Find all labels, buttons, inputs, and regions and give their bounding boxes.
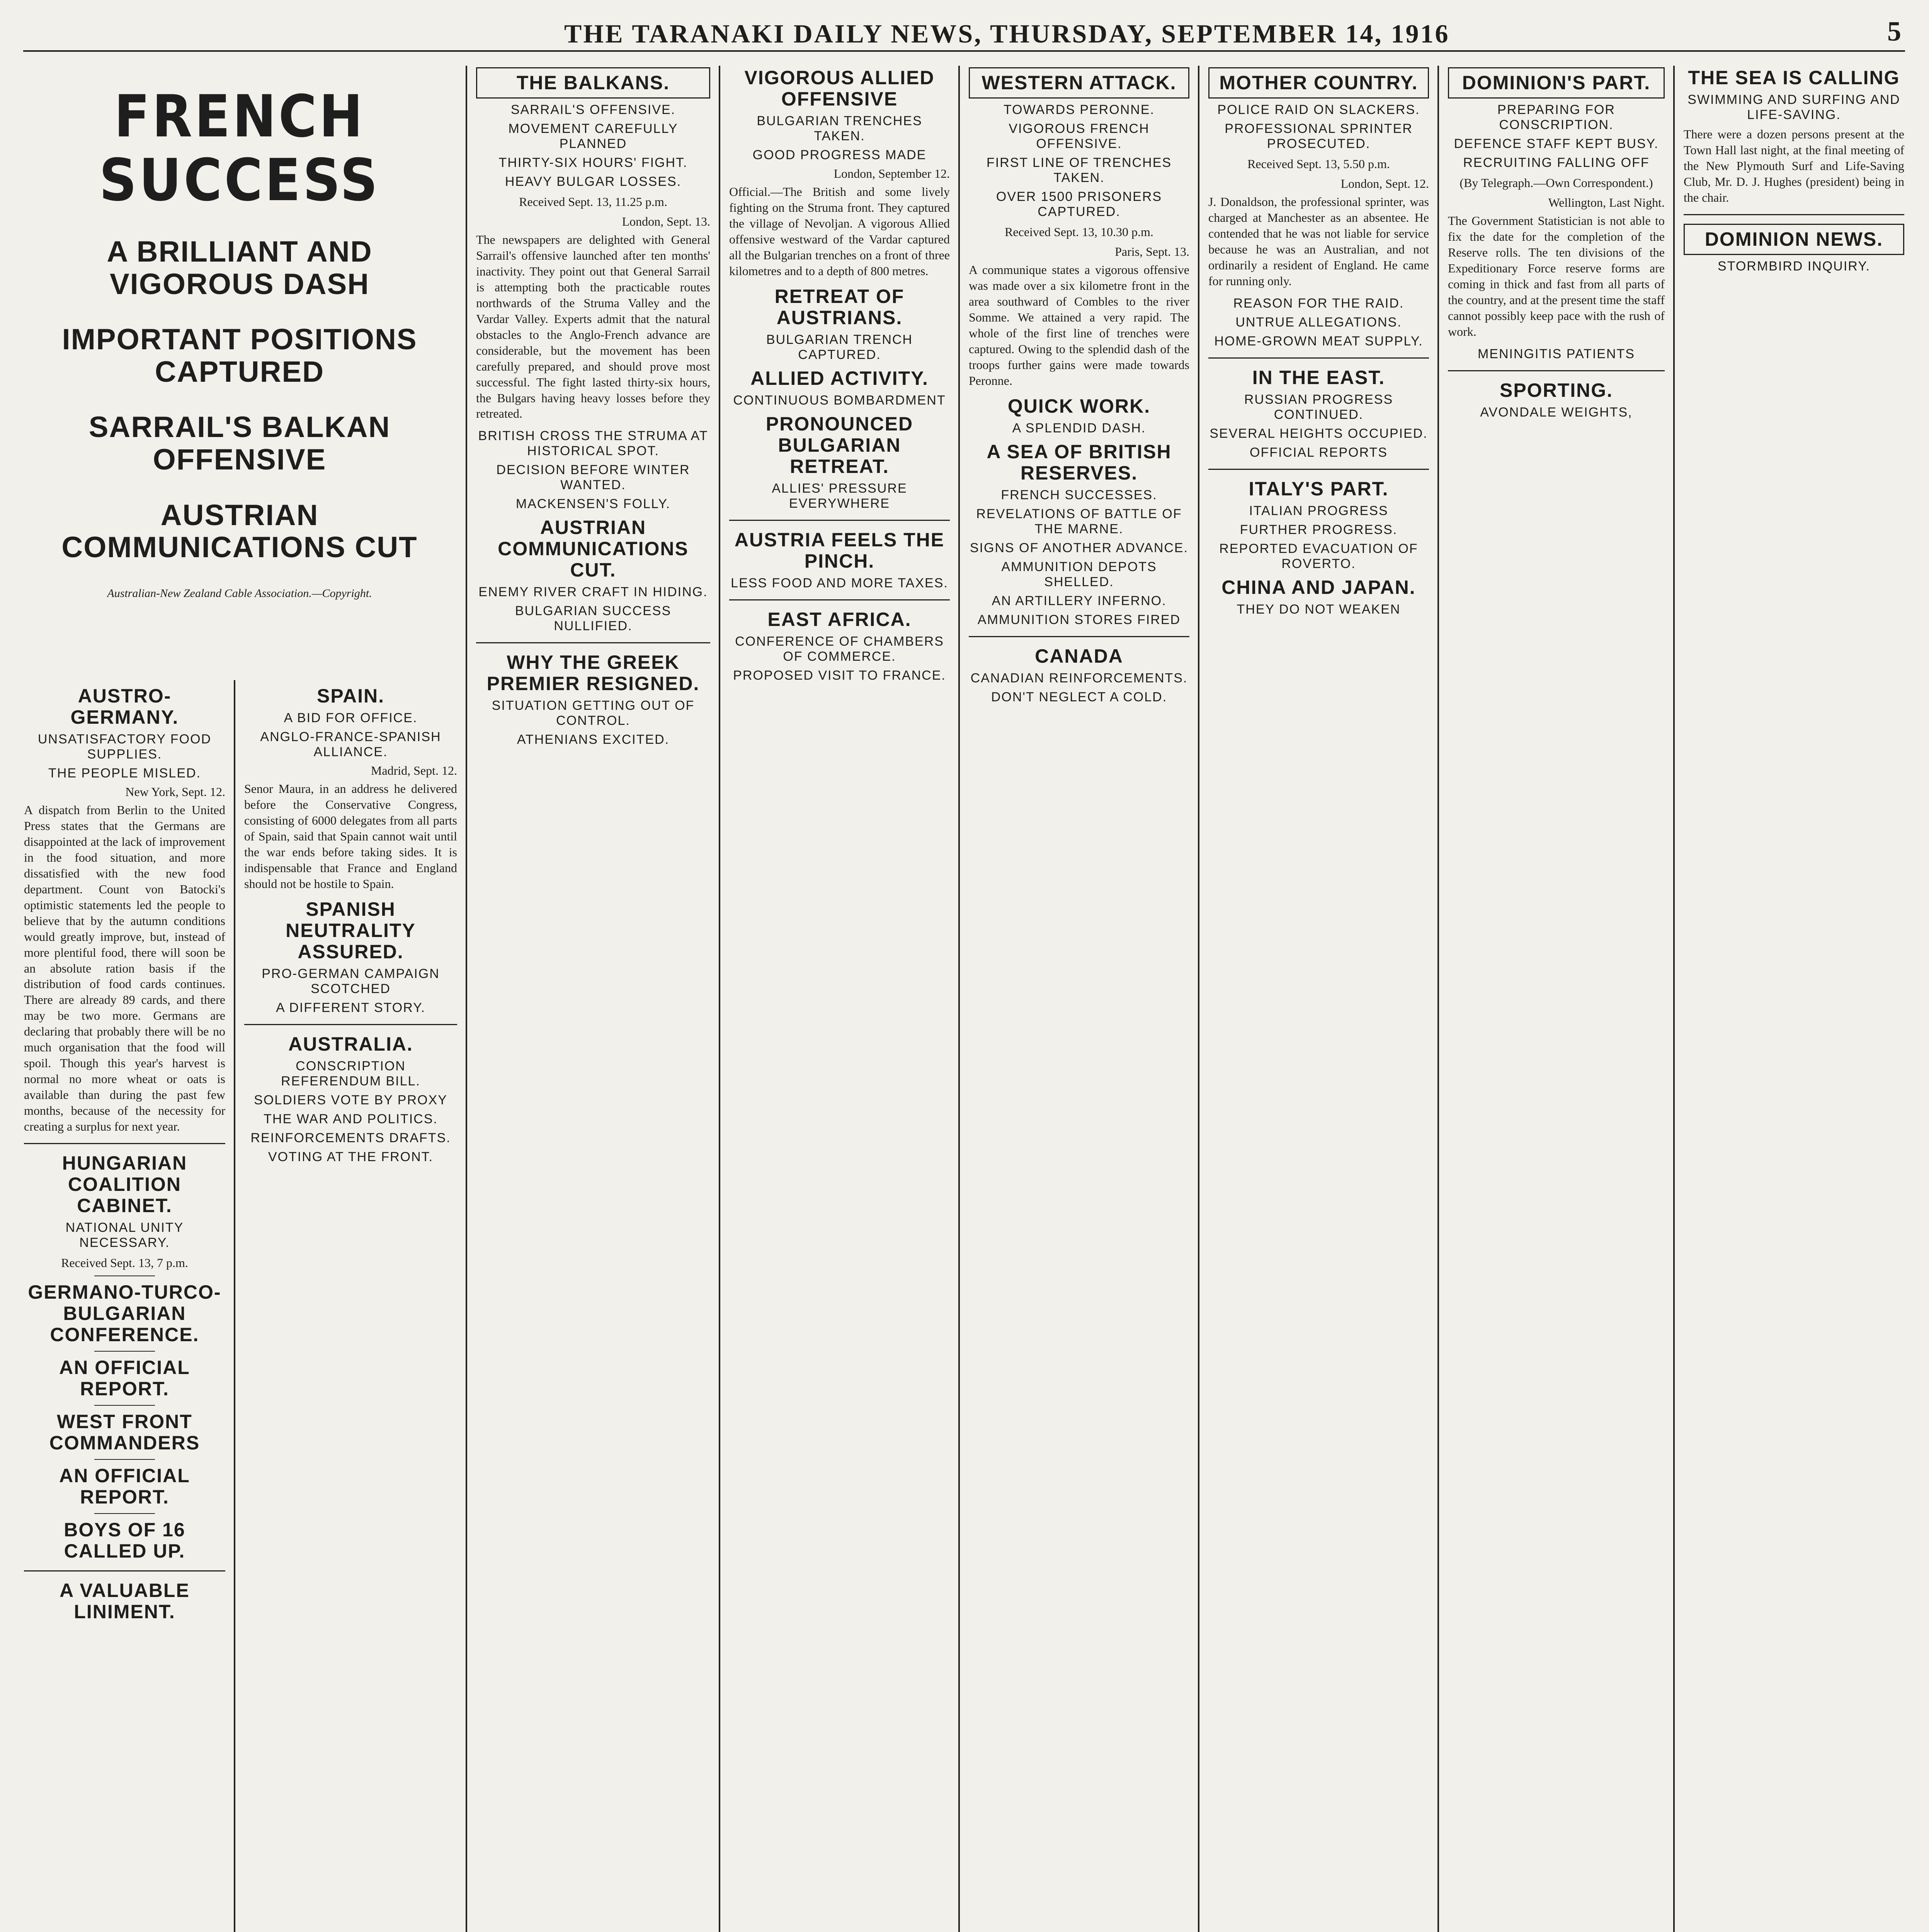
section-head: DOMINION'S PART. xyxy=(1448,67,1665,99)
section-head: THE BALKANS. xyxy=(476,67,710,99)
section-head: EAST AFRICA. xyxy=(767,608,912,630)
section-sub: POLICE RAID ON SLACKERS. xyxy=(1217,102,1420,117)
section-head: AUSTRO-GERMANY. xyxy=(70,685,179,728)
section-sub: ATHENIANS EXCITED. xyxy=(517,732,670,747)
divider xyxy=(94,1351,155,1352)
section-head: WEST FRONT COMMANDERS xyxy=(49,1411,200,1454)
divider xyxy=(729,599,950,600)
dateline: Wellington, Last Night. xyxy=(1548,196,1665,209)
section-head: ITALY'S PART. xyxy=(1249,478,1389,500)
section-head: THE SEA IS CALLING xyxy=(1688,67,1900,88)
section-head: AUSTRALIA. xyxy=(288,1033,413,1055)
section-sub: MENINGITIS PATIENTS xyxy=(1478,346,1635,361)
column-dominions-part xyxy=(1439,62,1673,1932)
section-head: MOTHER COUNTRY. xyxy=(1208,67,1429,99)
divider xyxy=(244,1024,457,1025)
column-spain xyxy=(236,680,466,1932)
section-sub: OVER 1500 PRISONERS CAPTURED. xyxy=(996,189,1162,219)
column-rule xyxy=(466,66,467,1932)
section-sub: AMMUNITION DEPOTS SHELLED. xyxy=(1001,559,1157,589)
section-sub: DECISION BEFORE WINTER WANTED. xyxy=(496,463,690,493)
section-sub: FURTHER PROGRESS. xyxy=(1240,522,1398,537)
divider xyxy=(24,1143,225,1144)
received-line: Received Sept. 13, 10.30 p.m. xyxy=(1005,225,1153,239)
section-head: SPORTING. xyxy=(1499,379,1613,401)
column-rule xyxy=(1673,66,1675,1932)
section-head: A VALUABLE LINIMENT. xyxy=(60,1580,190,1623)
section-head: AN OFFICIAL REPORT. xyxy=(59,1465,190,1508)
section-sub: MOVEMENT CAREFULLY PLANNED xyxy=(508,121,678,151)
divider xyxy=(1208,357,1429,359)
section-head: CANADA xyxy=(1035,645,1123,667)
column-rule xyxy=(1198,66,1199,1932)
article-body: The newspapers are delighted with General Sarrail's offensive launched after ten months' inactivity. They point out that General Sarrail is attempting both the practicable routes northwards of the Struma Valley and the Vardar Valley. Experts admit that the natural obstacles to the Anglo-French advance are considerable, but the movement has been carefully prepared, and should prove most successful. The fight lasted thirty-six hours, the Bulgars having heavy losses before they retreated. xyxy=(476,233,710,421)
section-sub: UNTRUE ALLEGATIONS. xyxy=(1235,315,1402,330)
section-sub: REPORTED EVACUATION OF ROVERTO. xyxy=(1219,541,1418,571)
section-sub: REINFORCEMENTS DRAFTS. xyxy=(250,1130,451,1145)
section-sub: CONTINUOUS BOMBARDMENT xyxy=(733,393,946,408)
divider xyxy=(729,520,950,521)
section-sub: PREPARING FOR CONSCRIPTION. xyxy=(1497,102,1615,132)
divider xyxy=(94,1513,155,1514)
deck-2: IMPORTANT POSITIONS CAPTURED xyxy=(62,323,417,388)
column-rule xyxy=(719,66,720,1932)
column-sea-is-calling xyxy=(1675,62,1913,1932)
column-rule xyxy=(958,66,960,1932)
column-rule xyxy=(1437,66,1439,1932)
section-sub: DEFENCE STAFF KEPT BUSY. xyxy=(1454,136,1659,151)
column-balkans xyxy=(468,62,719,1932)
deck-4: AUSTRIAN COMMUNICATIONS CUT xyxy=(61,498,418,564)
column-allied-offensive xyxy=(721,62,958,1932)
divider xyxy=(1684,214,1904,215)
dateline: London, Sept. 13. xyxy=(622,214,710,228)
section-sub: A SPLENDID DASH. xyxy=(1012,420,1146,435)
section-head: RETREAT OF AUSTRIANS. xyxy=(774,285,905,328)
section-sub: MACKENSEN'S FOLLY. xyxy=(515,497,671,512)
section-sub: AVONDALE WEIGHTS, xyxy=(1480,405,1633,420)
divider xyxy=(24,1570,225,1571)
section-sub: ENEMY RIVER CRAFT IN HIDING. xyxy=(478,585,708,600)
column-western-attack xyxy=(960,62,1198,1932)
section-head: HUNGARIAN COALITION CABINET. xyxy=(62,1152,187,1217)
section-head: WHY THE GREEK PREMIER RESIGNED. xyxy=(487,651,700,695)
column-mother-country xyxy=(1200,62,1437,1932)
article-body: The Government Statistician is not able to fix the date for the completion of the Reserve rolls. The ten divisions of the Expeditionary Force reserve forms are coming in thick and fast from all parts of the country, and at the present time the staff cannot possibly keep pace with the rush of work. xyxy=(1448,214,1665,338)
headline: FRENCH SUCCESS xyxy=(99,83,380,214)
section-head: AUSTRIA FEELS THE PINCH. xyxy=(734,529,945,572)
column-austro-germany xyxy=(15,680,234,1932)
divider xyxy=(1208,469,1429,470)
section-sub: SITUATION GETTING OUT OF CONTROL. xyxy=(492,698,695,728)
section-head: WESTERN ATTACK. xyxy=(969,67,1189,99)
section-sub: PROFESSIONAL SPRINTER PROSECUTED. xyxy=(1225,121,1413,151)
section-sub: BULGARIAN SUCCESS NULLIFIED. xyxy=(515,604,672,634)
section-sub: FRENCH SUCCESSES. xyxy=(1001,487,1157,502)
section-sub: BULGARIAN TRENCH CAPTURED. xyxy=(766,332,913,362)
received-line: Received Sept. 13, 5.50 p.m. xyxy=(1247,157,1390,171)
article-body: A dispatch from Berlin to the United Press states that the Germans are disappointed at the lack of improvement in the food situation, and more dissatisfied with the new food department. Count von Batocki's optimistic statements led the people to believe that by the autumn conditions would greatly improve, but, instead of more plentiful food, there will soon be an absolute ration basis if the distribution of food cards continues. There are already 89 cards, and there may be two more. Germans are declaring that probably there will be no much organisation that the food will spoil. Though this year's harvest is normal no more wheat or oats is available than during the past few months, because of the necessity for creating a surplus for next year. xyxy=(24,803,225,1134)
dateline: London, September 12. xyxy=(834,167,950,180)
section-head: AUSTRIAN COMMUNICATIONS CUT. xyxy=(498,517,689,581)
section-sub: BRITISH CROSS THE STRUMA AT HISTORICAL SPOT. xyxy=(478,429,708,459)
article-body: Official.—The British and some lively fighting on the Struma front. They captured the village of Nevoljan. A vigorous Allied offensive westward of the Vardar captured all the Bulgarian trenches on a front of three kilometres and to a depth of 800 metres. xyxy=(729,185,950,278)
section-sub: GOOD PROGRESS MADE xyxy=(752,148,927,162)
received-line: Received Sept. 13, 7 p.m. xyxy=(61,1256,188,1270)
section-sub: BULGARIAN TRENCHES TAKEN. xyxy=(757,114,922,143)
dateline: Madrid, Sept. 12. xyxy=(371,764,457,777)
deck-3: SARRAIL'S BALKAN OFFENSIVE xyxy=(88,411,391,476)
section-sub: REVELATIONS OF BATTLE OF THE MARNE. xyxy=(976,506,1182,536)
section-head: CHINA AND JAPAN. xyxy=(1221,576,1416,598)
section-sub: OFFICIAL REPORTS xyxy=(1250,445,1388,460)
divider xyxy=(94,1459,155,1460)
section-sub: THE WAR AND POLITICS. xyxy=(264,1111,438,1126)
section-sub: FIRST LINE OF TRENCHES TAKEN. xyxy=(986,155,1172,185)
section-sub: HOME-GROWN MEAT SUPPLY. xyxy=(1214,333,1423,349)
section-sub: SARRAIL'S OFFENSIVE. xyxy=(510,102,676,117)
section-head: SPANISH NEUTRALITY ASSURED. xyxy=(286,898,416,963)
section-sub: ANGLO-FRANCE-SPANISH ALLIANCE. xyxy=(260,730,441,759)
article-body: J. Donaldson, the professional sprinter, was charged at Manchester as an absentee. He contended that he was not liable for service because he was an Australian, and not ordinarily a resident of England. He came for running only. xyxy=(1208,195,1429,288)
section-head: DOMINION NEWS. xyxy=(1684,224,1904,255)
section-sub: AN ARTILLERY INFERNO. xyxy=(992,593,1167,608)
section-sub: THE PEOPLE MISLED. xyxy=(48,766,201,781)
section-head: A SEA OF BRITISH RESERVES. xyxy=(987,440,1172,484)
section-head: BOYS OF 16 CALLED UP. xyxy=(64,1519,185,1562)
section-sub: DON'T NEGLECT A COLD. xyxy=(991,689,1167,704)
divider xyxy=(969,636,1189,637)
section-sub: ITALIAN PROGRESS xyxy=(1249,503,1388,518)
section-sub: SWIMMING AND SURFING AND LIFE-SAVING. xyxy=(1687,92,1900,122)
section-sub: LESS FOOD AND MORE TAXES. xyxy=(731,575,948,590)
section-sub: SEVERAL HEIGHTS OCCUPIED. xyxy=(1209,426,1428,441)
section-sub: VOTING AT THE FRONT. xyxy=(268,1149,434,1164)
section-sub: CONFERENCE OF CHAMBERS OF COMMERCE. xyxy=(735,634,944,664)
section-sub: STORMBIRD INQUIRY. xyxy=(1718,259,1870,274)
section-head: SPAIN. xyxy=(317,685,384,707)
section-sub: SIGNS OF ANOTHER ADVANCE. xyxy=(970,540,1189,555)
section-sub: RECRUITING FALLING OFF xyxy=(1463,155,1650,170)
section-head: PRONOUNCED BULGARIAN RETREAT. xyxy=(765,413,913,477)
masthead xyxy=(23,15,1905,52)
article-body: There were a dozen persons present at the Town Hall last night, at the final meeting of the New Plymouth Surf and Life-Saving Club, Mr. D. J. Hughes (president) being in the chair. xyxy=(1684,127,1904,204)
section-head: IN THE EAST. xyxy=(1252,366,1385,388)
section-sub: CONSCRIPTION REFERENDUM BILL. xyxy=(281,1058,420,1088)
section-sub: HEAVY BULGAR LOSSES. xyxy=(505,174,682,189)
section-sub: A BID FOR OFFICE. xyxy=(284,711,418,725)
cable-credit: Australian-New Zealand Cable Association.—Copyright. xyxy=(107,587,372,600)
deck-1: A BRILLIANT AND VIGOROUS DASH xyxy=(107,235,373,301)
section-sub: RUSSIAN PROGRESS CONTINUED. xyxy=(1244,392,1393,422)
section-head: VIGOROUS ALLIED OFFENSIVE xyxy=(744,67,935,110)
article-body: A communique states a vigorous offensive was made over a six kilometre front in the area southward of Combles to the river Somme. We attained a very rapid. The whole of the first line of trenches were captured. Owing to the splendid dash of the troops further gains were made towards Peronne. xyxy=(969,263,1189,388)
section-sub: A DIFFERENT STORY. xyxy=(276,1000,425,1015)
received-line: Received Sept. 13, 11.25 p.m. xyxy=(519,195,667,209)
section-sub: AMMUNITION STORES FIRED xyxy=(977,612,1181,627)
section-sub: PRO-GERMAN CAMPAIGN SCOTCHED xyxy=(262,966,440,996)
section-sub: SOLDIERS VOTE BY PROXY xyxy=(254,1092,447,1107)
section-sub: TOWARDS PERONNE. xyxy=(1004,102,1155,117)
divider xyxy=(1448,370,1665,371)
dateline: Paris, Sept. 13. xyxy=(1115,245,1189,259)
section-sub: REASON FOR THE RAID. xyxy=(1233,296,1404,311)
section-sub: THIRTY-SIX HOURS' FIGHT. xyxy=(498,155,688,170)
received-line: (By Telegraph.—Own Correspondent.) xyxy=(1460,176,1653,190)
section-sub: THEY DO NOT WEAKEN xyxy=(1237,602,1401,617)
article-body: Senor Maura, in an address he delivered before the Conservative Congress, consisting of 6000 delegates from all parts of Spain, said that Spain cannot wait until the war ends before taking sides. It is indispensable that France and England should not be hostile to Spain. xyxy=(244,782,457,891)
dateline: London, Sept. 12. xyxy=(1340,177,1429,190)
section-sub: UNSATISFACTORY FOOD SUPPLIES. xyxy=(37,732,212,762)
masthead-title: THE TARANAKI DAILY NEWS, THURSDAY, SEPTEMBER 14, 1916 xyxy=(564,19,1450,48)
section-sub: CANADIAN REINFORCEMENTS. xyxy=(970,670,1188,685)
section-head: ALLIED ACTIVITY. xyxy=(750,367,929,389)
section-head: AN OFFICIAL REPORT. xyxy=(59,1357,190,1400)
page-number: 5 xyxy=(1887,16,1901,47)
section-head: GERMANO-TURCO-BULGARIAN CONFERENCE. xyxy=(28,1281,221,1346)
section-sub: NATIONAL UNITY NECESSARY. xyxy=(65,1220,184,1250)
section-head: QUICK WORK. xyxy=(1007,395,1151,417)
section-sub: ALLIES' PRESSURE EVERYWHERE xyxy=(772,481,907,511)
divider xyxy=(94,1405,155,1406)
section-sub: PROPOSED VISIT TO FRANCE. xyxy=(733,668,946,683)
section-sub: VIGOROUS FRENCH OFFENSIVE. xyxy=(1009,121,1150,151)
dateline: New York, Sept. 12. xyxy=(125,785,225,799)
divider xyxy=(476,642,710,643)
